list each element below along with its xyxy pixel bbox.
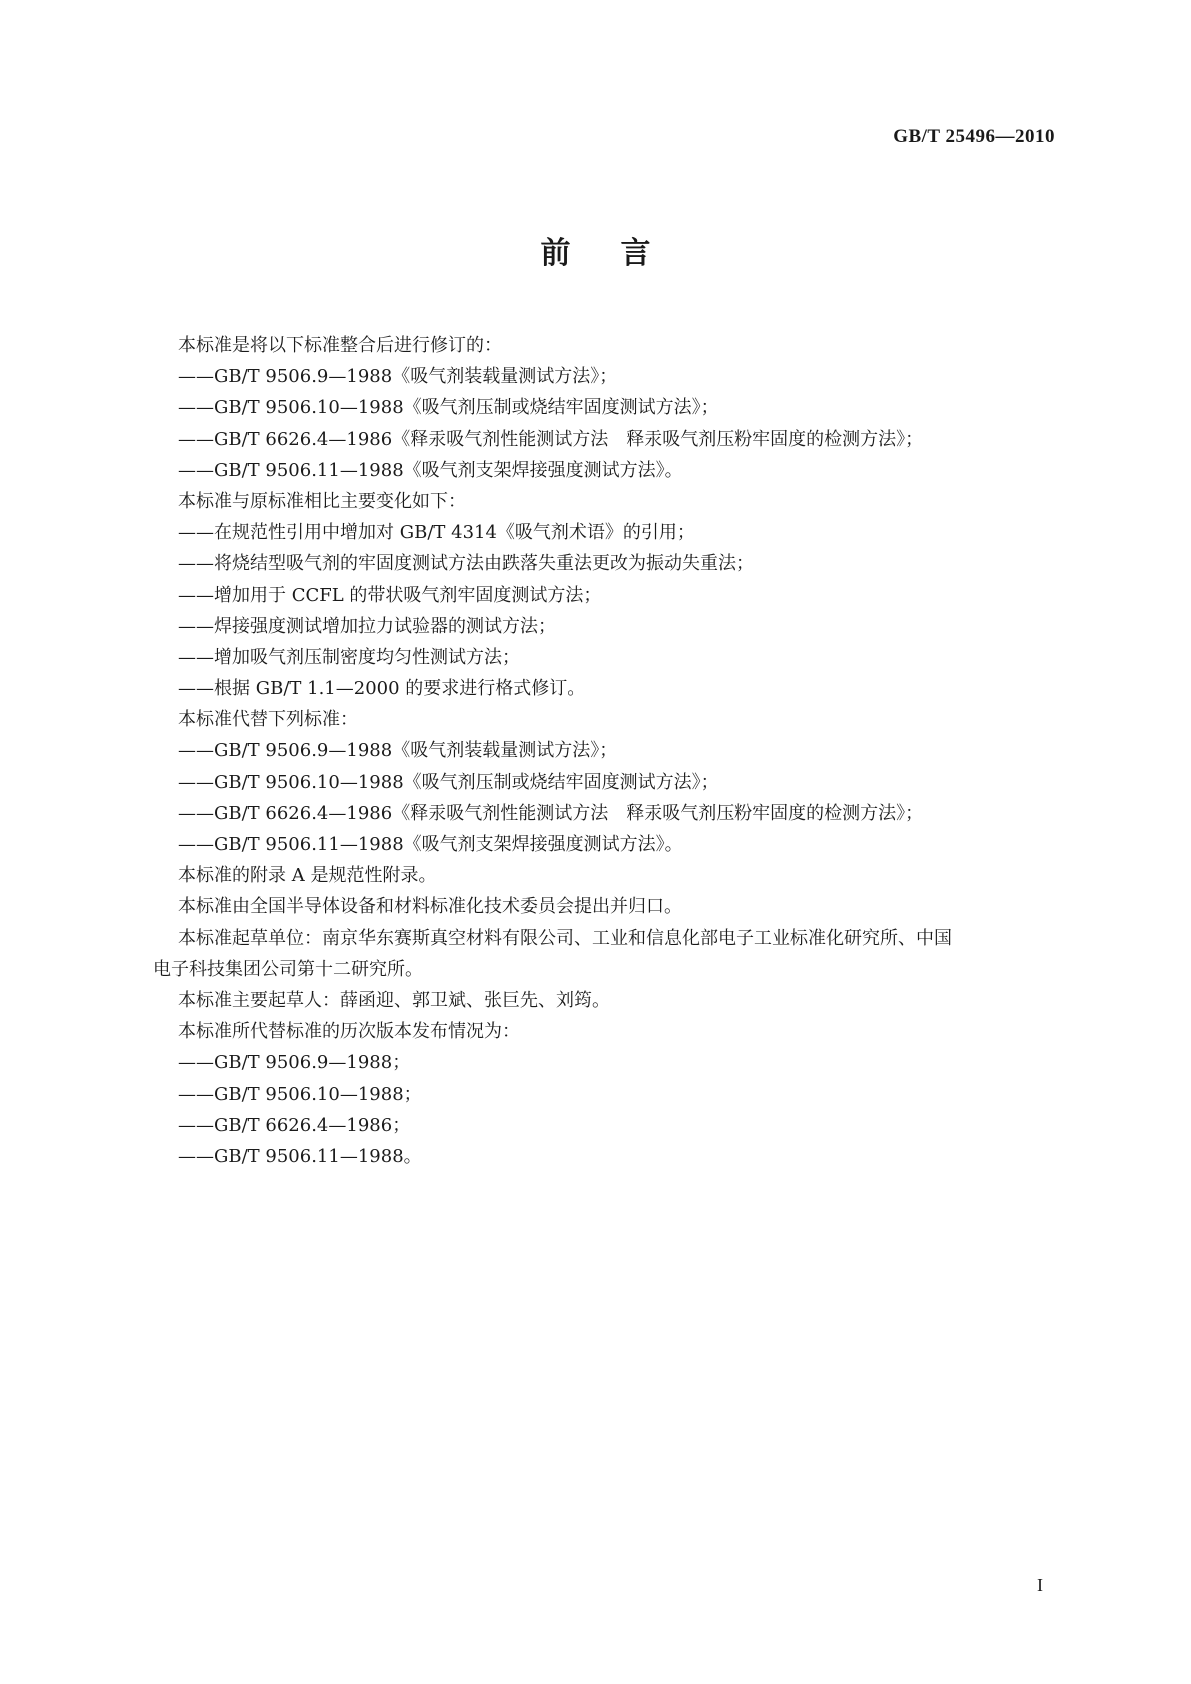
paragraph-line: 本标准与原标准相比主要变化如下： [178,490,466,512]
list-item: ——GB/T 9506.11—1988《吸气剂支架焊接强度测试方法》。 [178,834,683,855]
paragraph-line: 本标准由全国半导体设备和材料标准化技术委员会提出并归口。 [178,896,682,918]
page-number: I [1037,1575,1043,1595]
page-title: 前言 [540,236,701,271]
list-item: ——GB/T 9506.11—1988《吸气剂支架焊接强度测试方法》。 [178,459,683,481]
list-item: ——将烧结型吸气剂的牢固度测试方法由跌落失重法更改为振动失重法； [178,553,754,575]
list-item: ——在规范性引用中增加对 GB/T 4314《吸气剂术语》的引用； [178,522,695,544]
list-item: ——GB/T 9506.9—1988《吸气剂装载量测试方法》； [178,740,618,762]
list-item: ——GB/T 9506.9—1988《吸气剂装载量测试方法》； [178,366,618,388]
list-item: ——增加吸气剂压制密度均匀性测试方法； [178,646,520,668]
paragraph-line: 电子科技集团公司第十二研究所。 [153,958,423,980]
list-item: ——焊接强度测试增加拉力试验器的测试方法； [178,615,556,637]
list-item: ——GB/T 6626.4—1986《释汞吸气剂性能测试方法 释汞吸气剂压粉牢固度的检测方法》； [178,428,924,450]
list-item: ——增加用于 CCFL 的带状吸气剂牢固度测试方法； [178,584,602,606]
paragraph-line: 本标准起草单位：南京华东赛斯真空材料有限公司、工业和信息化部电子工业标准化研究所、中国 [178,927,952,949]
paragraph-line: 本标准所代替标准的历次版本发布情况为： [178,1021,520,1043]
paragraph-line: 本标准是将以下标准整合后进行修订的： [178,335,502,356]
list-item: ——GB/T 9506.11—1988。 [178,1145,422,1167]
paragraph-line: 本标准主要起草人：薛函迎、郭卫斌、张巨先、刘筠。 [178,989,610,1011]
standard-code: GB/T 25496—2010 [893,126,1055,147]
list-item: ——GB/T 9506.10—1988； [178,1083,422,1105]
list-item: ——GB/T 6626.4—1986； [178,1114,411,1136]
list-item: ——GB/T 9506.9—1988； [178,1052,411,1074]
list-item: ——GB/T 9506.10—1988《吸气剂压制或烧结牢固度测试方法》； [178,771,719,793]
list-item: ——GB/T 9506.10—1988《吸气剂压制或烧结牢固度测试方法》； [178,397,719,419]
preface-body [153,330,1063,1172]
list-item: ——GB/T 6626.4—1986《释汞吸气剂性能测试方法 释汞吸气剂压粉牢固度的检测方法》； [178,802,924,824]
list-item: ——根据 GB/T 1.1—2000 的要求进行格式修订。 [178,678,586,700]
paragraph-line: 本标准的附录 A 是规范性附录。 [178,865,437,887]
paragraph-line: 本标准代替下列标准： [178,709,358,731]
